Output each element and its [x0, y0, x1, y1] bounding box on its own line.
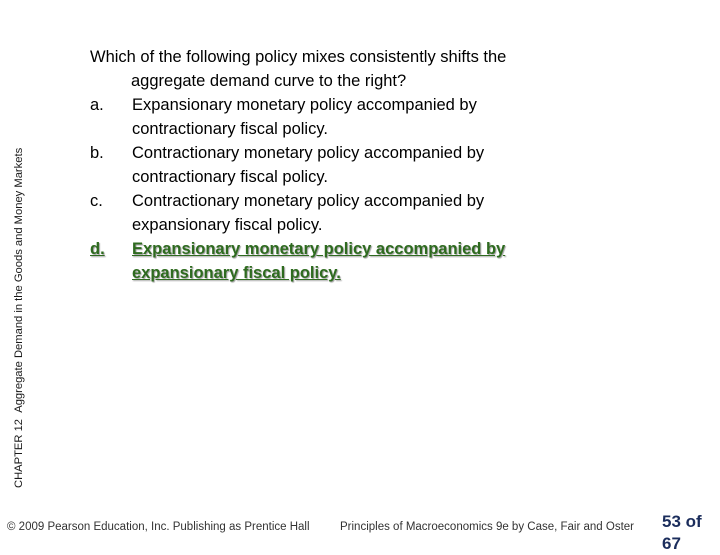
chapter-title: Aggregate Demand in the Goods and Money Markets: [13, 147, 25, 413]
option-text-line-1: Contractionary monetary policy accompanied by: [132, 144, 485, 162]
option-letter: a.: [90, 96, 104, 114]
option-text-line-1: Expansionary monetary policy accompanied by: [132, 96, 477, 114]
option-text-line-1: Expansionary monetary policy accompanied by: [132, 240, 506, 258]
chapter-side-label-text: [10, 110, 28, 488]
option-letter: b.: [90, 144, 104, 162]
chapter-side-label: [10, 110, 28, 488]
option-a: [90, 93, 560, 141]
option-letter: d.: [90, 240, 105, 258]
option-text-line-2: contractionary fiscal policy.: [132, 168, 328, 186]
page-total: 67: [662, 534, 681, 553]
page-of-label: of: [685, 512, 702, 531]
option-text-line-2: contractionary fiscal policy.: [132, 120, 328, 138]
option-text-line-2: expansionary fiscal policy.: [132, 216, 323, 234]
question-line-1: Which of the following policy mixes consistently shifts the: [90, 48, 507, 66]
page-current: 53: [662, 512, 681, 531]
option-text-line-1: Contractionary monetary policy accompanied by: [132, 192, 485, 210]
option-b: [90, 141, 560, 189]
option-c: [90, 189, 560, 237]
question-line-2: aggregate demand curve to the right?: [131, 72, 407, 90]
footer-book-title: Principles of Macroeconomics 9e by Case, Fair and Oster: [340, 521, 635, 533]
slide-page-number: [662, 511, 712, 555]
question-text: [90, 45, 560, 93]
answer-options: [90, 93, 560, 285]
footer-copyright: © 2009 Pearson Education, Inc. Publishing as Prentice Hall: [7, 521, 310, 533]
chapter-number: CHAPTER 12: [13, 418, 25, 488]
option-letter: c.: [90, 192, 103, 210]
option-d-correct-answer: [90, 237, 560, 285]
option-text-line-2: expansionary fiscal policy.: [132, 264, 341, 282]
